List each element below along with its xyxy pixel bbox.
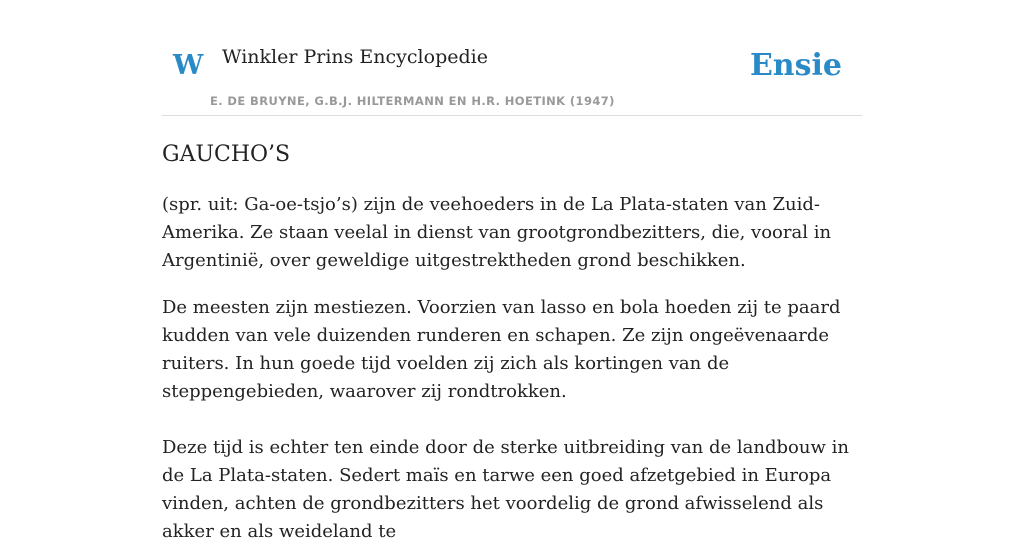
entry-paragraph: Deze tijd is echter ten einde door de sterke uitbreiding van de landbouw in de La Plata-staten. Sedert maïs en tarwe een goed afzetgebied in Europa vinden, achten de grondbezitters het voordelig de grond afwisselend als akker en als weideland te [162, 437, 849, 542]
site-header [162, 40, 862, 116]
entry-title: GAUCHO’S [162, 142, 291, 167]
entry-paragraph: De meesten zijn mestiezen. Voorzien van lasso en bola hoeden zij te paard kudden van vele duizenden runderen en schapen. Ze zijn ongeëvenaarde ruiters. In hun goede tijd voelden zij zich als kortingen van de steppengebieden, waarover zij rondtrokken. [162, 297, 841, 402]
entry-content [162, 140, 862, 546]
entry-paragraph: (spr. uit: Ga-oe-tsjo’s) zijn de veehoeders in de La Plata-staten van Zuid-Amerika. Ze staan veelal in dienst van grootgrondbezitters, die, vooral in Argentinië, over geweldige uitgestrektheden grond beschikken. [162, 194, 832, 271]
publication-authors: E. DE BRUYNE, G.B.J. HILTERMANN EN H.R. HOETINK (1947) [210, 94, 615, 108]
winkler-prins-logo[interactable]: W [173, 50, 204, 81]
publication-title[interactable]: Winkler Prins Encyclopedie [222, 46, 488, 68]
ensie-logo[interactable]: Ensie [749, 48, 842, 83]
